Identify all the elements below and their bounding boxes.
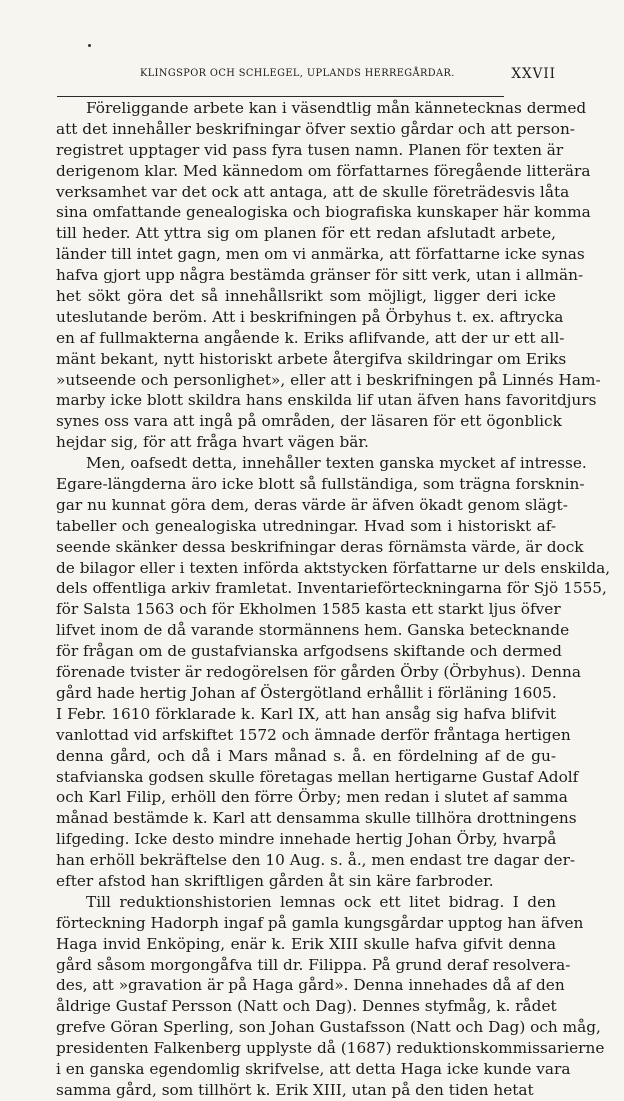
text-line: gård hade hertig Johan af Östergötland erhållit i förläning 1605. [56,683,557,702]
text-line: marby icke blott skildra hans enskilda lif utan äfven hans favoritdjurs [56,391,597,410]
text-line: denna gård, och då i Mars månad s. å. en fördelning af de gu- [56,746,556,765]
print-speck [88,44,91,47]
text-line: presidenten Falkenberg upplyste då (1687) reduktionskommissarierne [56,1039,605,1058]
text-line: förenade tvister är redogörelsen för gården Örby (Örbyhus). Denna [56,663,581,682]
text-line: des, att »gravation är på Haga gård». Denna innehades då af den [56,976,565,995]
text-line: efter afstod han skriftligen gården åt sin käre farbroder. [56,871,494,890]
text-line: Till reduktionshistorien lemnas ock ett litet bidrag. I den [86,892,556,911]
text-line: till heder. Att yttra sig om planen för ett redan afslutadt arbete, [56,224,556,243]
text-line: het sökt göra det så innehållsrikt som möjligt, ligger deri icke [56,287,556,306]
text-line: verksamhet var det ock att antaga, att de skulle företrädesvis låta [56,182,570,201]
paragraph [56,453,611,892]
text-line: lifvet inom de då varande stormännens hem. Ganska betecknande [56,621,570,640]
text-line: för Salsta 1563 och för Ekholmen 1585 kasta ett starkt ljus öfver [56,600,561,619]
text-line: hafva gjort upp några bestämda gränser för sitt verk, utan i allmän- [56,266,584,285]
text-line: förteckning Hadorph ingaf på gamla kungsgårdar upptog han äfven [56,913,584,932]
text-line: månad bestämde k. Karl att densamma skulle tillhöra drottningens [56,809,577,828]
text-line: mänt bekant, nytt historiskt arbete återgifva skildringar om Eriks [56,349,567,368]
text-line: vanlottad vid arfskiftet 1572 och ämnade derför fråntaga hertigen [56,725,571,744]
text-line: hejdar sig, för att fråga hvart vägen bär. [56,433,369,452]
running-title: KLINGSPOR OCH SCHLEGEL, UPLANDS HERREGÅRDAR. [140,68,455,79]
text-line: samma gård, som tillhört k. Erik XIII, utan på den tiden hetat [56,1080,534,1099]
text-line: stafvianska godsen skulle företagas mellan hertigarne Gustaf Adolf [56,767,579,786]
text-line: för frågan om de gustafvianska arfgodsens skiftande och dermed [56,642,562,661]
header-rule [57,96,504,97]
text-line: och Karl Filip, erhöll den förre Örby; men redan i slutet af samma [56,788,568,807]
text-line: registret upptager vid pass fyra tusen namn. Planen för texten är [56,140,564,159]
text-line: Men, oafsedt detta, innehåller texten ganska mycket af intresse. [86,454,587,473]
text-line: länder till intet gagn, men om vi anmärka, att författarne icke synas [56,245,585,264]
text-line: en af fullmakterna angående k. Eriks aflifvande, att der ur ett all- [56,328,565,347]
text-line: att det innehåller beskrifningar öfver sextio gårdar och att person- [56,119,575,138]
page-number: XXVII [511,66,556,82]
text-line: dels offentliga arkiv framletat. Inventarieförteckningarna för Sjö 1555, [56,579,607,598]
paragraph [56,98,601,453]
text-line: »utseende och personlighet», eller att i beskrifningen på Linnés Ham- [56,370,601,389]
text-line: grefve Göran Sperling, son Johan Gustafsson (Natt och Dag) och måg, [56,1018,601,1037]
paragraph [56,892,605,1101]
text-line: uteslutande beröm. Att i beskrifningen på Örbyhus t. ex. aftrycka [56,307,564,326]
text-line: gård såsom morgongåfva till dr. Filippa. På grund deraf resolvera- [56,955,571,974]
text-line: Föreliggande arbete kan i väsendtlig mån kännetecknas dermed [86,99,587,117]
text-line: gar nu kunnat göra dem, deras värde är äfven ökadt genom slägt- [56,495,568,514]
text-line: seende skänker dessa beskrifningar deras förnämsta värde, är dock [56,537,584,556]
text-line: I Febr. 1610 förklarade k. Karl IX, att han ansåg sig hafva blifvit [56,704,556,723]
text-line: sina omfattande genealogiska och biografiska kunskaper här komma [56,203,591,222]
text-line: han erhöll bekräftelse den 10 Aug. s. å., men endast tre dagar der- [56,851,576,870]
text-line: derigenom klar. Med kännedom om författarnes föregående litterära [56,161,591,180]
text-line: tabeller och genealogiska utredningar. Hvad som i historiskt af- [56,516,556,535]
text-line: Haga invid Enköping, enär k. Erik XIII skulle hafva gifvit denna [56,934,556,953]
text-line: synes oss vara att ingå på områden, der läsaren för ett ögonblick [56,412,562,431]
page-header [56,68,556,82]
text-line: åldrige Gustaf Persson (Natt och Dag). Dennes styfmåg, k. rådet [56,997,557,1016]
text-line: lifgeding. Icke desto mindre innehade hertig Johan Örby, hvarpå [56,830,557,849]
text-line: i en ganska egendomlig skrifvelse, att detta Haga icke kunde vara [56,1059,571,1078]
text-line: Egare-längderna äro icke blott så fullständiga, som trägna forsknin- [56,475,585,494]
text-line: de bilagor eller i texten införda aktstycken författarne ur dels enskilda, [56,558,611,577]
body-text [56,98,611,1101]
